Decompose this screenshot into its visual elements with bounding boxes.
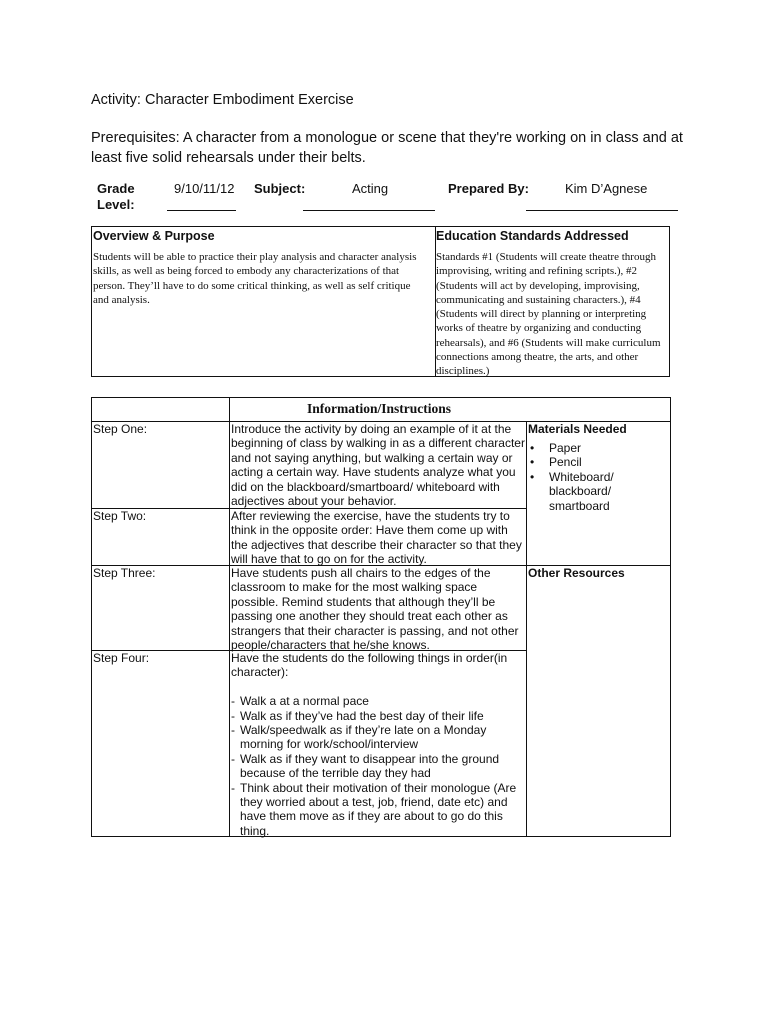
activity-title: Activity: Character Embodiment Exercise [91, 92, 354, 108]
list-item: • Paper [530, 441, 582, 455]
standards-heading: Education Standards Addressed [436, 229, 629, 243]
step-two-text: After reviewing the exercise, have the students try to think in the opposite order: Have them come up with the adjectives that describe their character so that they will have that to go on for the activity. [231, 509, 522, 567]
step-one-label: Step One: [93, 422, 148, 436]
subject-label: Subject: [254, 181, 306, 196]
step-two-label: Step Two: [93, 509, 147, 523]
step-four-list [231, 694, 527, 838]
list-item: - Walk as if they want to disappear into the ground because of the terrible day they had [231, 751, 500, 781]
standards-text: Standards #1 (Students will create theatre through improvising, writing and refining scripts.), #2 (Students will act by developing, improvising, communicating and sustaining characters.), #4 (Students will direct by planning or interpreting works of theatre by organizing and conducting rehearsals), and #6 (Students will make curriculum connections among theatre, the arts, and other disciplines.) [436, 251, 661, 378]
table-border-left [91, 397, 92, 837]
dash-icon: - [231, 694, 235, 709]
overview-standards-table [91, 226, 670, 377]
dash-icon: - [231, 751, 235, 766]
list-item: - Walk as if they’ve had the best day of their life [231, 708, 484, 723]
step-one-text: Introduce the activity by doing an example of it at the beginning of class by walking in as a different character and not saying anything, but walking a certain way or acting a certain way. Have students analyze what you did on the blackboard/smartboard/ whiteboard with adjectives about your behavior. [231, 422, 525, 509]
grade-label: Grade Level: [97, 181, 135, 212]
instructions-table [91, 397, 671, 837]
bullet-icon: • [530, 469, 535, 484]
list-item: - Think about their motivation of their monologue (Are they worried about a test, job, friend, date etc) and have them move as if they are about to go do this thing. [231, 780, 517, 838]
step-three-label: Step Three: [93, 566, 156, 580]
prepared-by-underline [526, 210, 678, 211]
bullet-icon: • [530, 441, 535, 455]
prerequisites-text: Prerequisites: A character from a monologue or scene that they're working on in class and at least five solid rehearsals under their belts. [91, 130, 683, 166]
materials-list [528, 441, 629, 513]
subject-value: Acting [352, 181, 389, 196]
overview-heading: Overview & Purpose [93, 229, 215, 243]
overview-text: Students will be able to practice their play analysis and character analysis skills, as well as being forced to embody any characterizations of that person. They’ll have to do some critical thinking, as well as self critique and analysis. [93, 251, 417, 306]
instructions-heading: Information/Instructions [306, 401, 451, 416]
prepared-by-label: Prepared By: [448, 181, 529, 196]
list-item: - Walk a at a normal pace [231, 694, 369, 709]
list-item: • Whiteboard/ blackboard/ smartboard [530, 469, 614, 513]
materials-heading: Materials Needed [528, 422, 627, 436]
table-border-right [670, 397, 671, 837]
subject-underline [303, 210, 435, 211]
list-item: • Pencil [530, 455, 582, 470]
grade-underline [167, 210, 236, 211]
bullet-icon: • [530, 455, 535, 470]
column-divider-1 [229, 397, 230, 837]
step-three-text: Have students push all chairs to the edges of the classroom to make for the most walking space possible. Remind students that although they’ll be passing one another they should treat each other as strangers that their character is passing, and not other people/characters that he/she knows. [231, 566, 519, 653]
dash-icon: - [231, 723, 235, 738]
list-item: - Walk/speedwalk as if they’re late on a Monday morning for work/school/interview [231, 723, 487, 752]
table-border-top [91, 397, 671, 398]
grade-value: 9/10/11/12 [174, 181, 235, 196]
step-four-content [231, 651, 527, 838]
dash-icon: - [231, 780, 235, 795]
other-resources-heading: Other Resources [528, 566, 625, 580]
prepared-by-value: Kim D’Agnese [565, 181, 648, 196]
dash-icon: - [231, 708, 235, 723]
step-four-label: Step Four: [93, 651, 150, 665]
step-four-intro: Have the students do the following things in order(in character): [231, 651, 508, 680]
